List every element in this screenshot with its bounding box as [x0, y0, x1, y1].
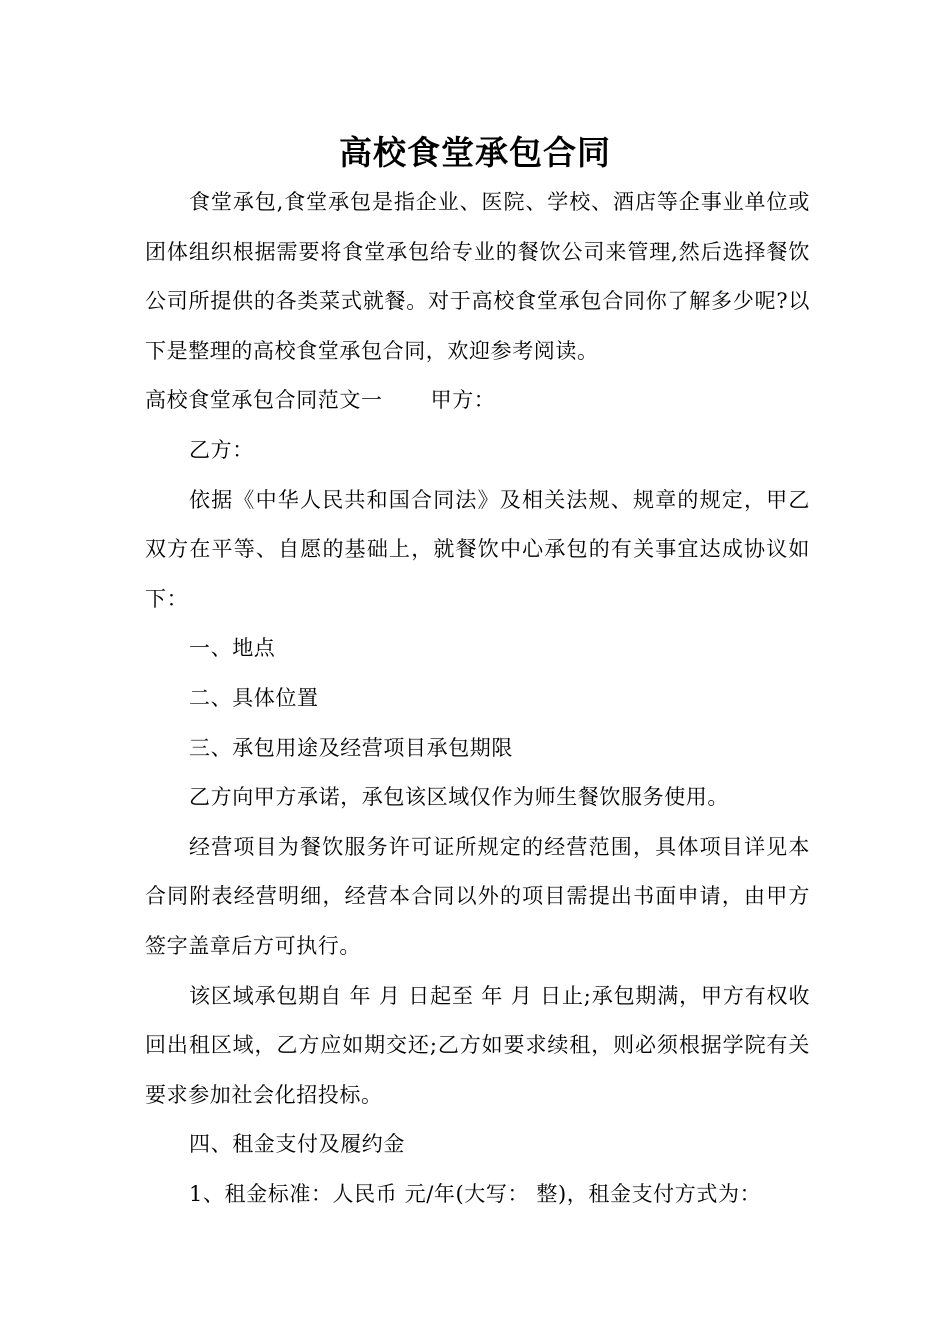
section-heading-location: 一、地点 — [189, 636, 276, 661]
section-heading-usage-term: 三、承包用途及经营项目承包期限 — [189, 735, 513, 760]
section-heading-rent: 四、租金支付及履约金 — [189, 1132, 405, 1157]
document-body — [145, 178, 810, 1219]
business-scope-paragraph: 经营项目为餐饮服务许可证所规定的经营范围，具体项目详见本合同附表经营明细，经营本合同以外的项目需提出书面申请，由甲方签字盖章后方可执行。 — [145, 834, 810, 958]
intro-paragraph: 食堂承包,食堂承包是指企业、医院、学校、酒店等企事业单位或团体组织根据需要将食堂承包给专业的餐饮公司来管理,然后选择餐饮公司所提供的各类菜式就餐。对于高校食堂承包合同你了解多少呢?以下是整理的高校食堂承包合同，欢迎参考阅读。 — [145, 190, 810, 363]
party-b-label: 乙方： — [189, 437, 254, 462]
use-promise-paragraph: 乙方向甲方承诺，承包该区域仅作为师生餐饮服务使用。 — [189, 785, 729, 810]
section-heading-position: 二、具体位置 — [189, 685, 319, 710]
term-paragraph: 该区域承包期自 年 月 日起至 年 月 日止;承包期满，甲方有权收回出租区域，乙方应如期交还;乙方如要求续租，则必须根据学院有关要求参加社会化招投标。 — [145, 983, 810, 1107]
document-title: 高校食堂承包合同 — [339, 133, 611, 172]
basis-paragraph: 依据《中华人民共和国合同法》及相关法规、规章的规定，甲乙双方在平等、自愿的基础上，就餐饮中心承包的有关事宜达成协议如下： — [145, 487, 810, 611]
sample-heading-line — [145, 376, 810, 426]
party-a-label: 甲方： — [430, 388, 496, 413]
rent-standard-paragraph: 1、租金标准：人民币 元/年(大写： 整)，租金支付方式为： — [189, 1181, 762, 1206]
sample-heading: 高校食堂承包合同范文一 — [145, 388, 383, 413]
